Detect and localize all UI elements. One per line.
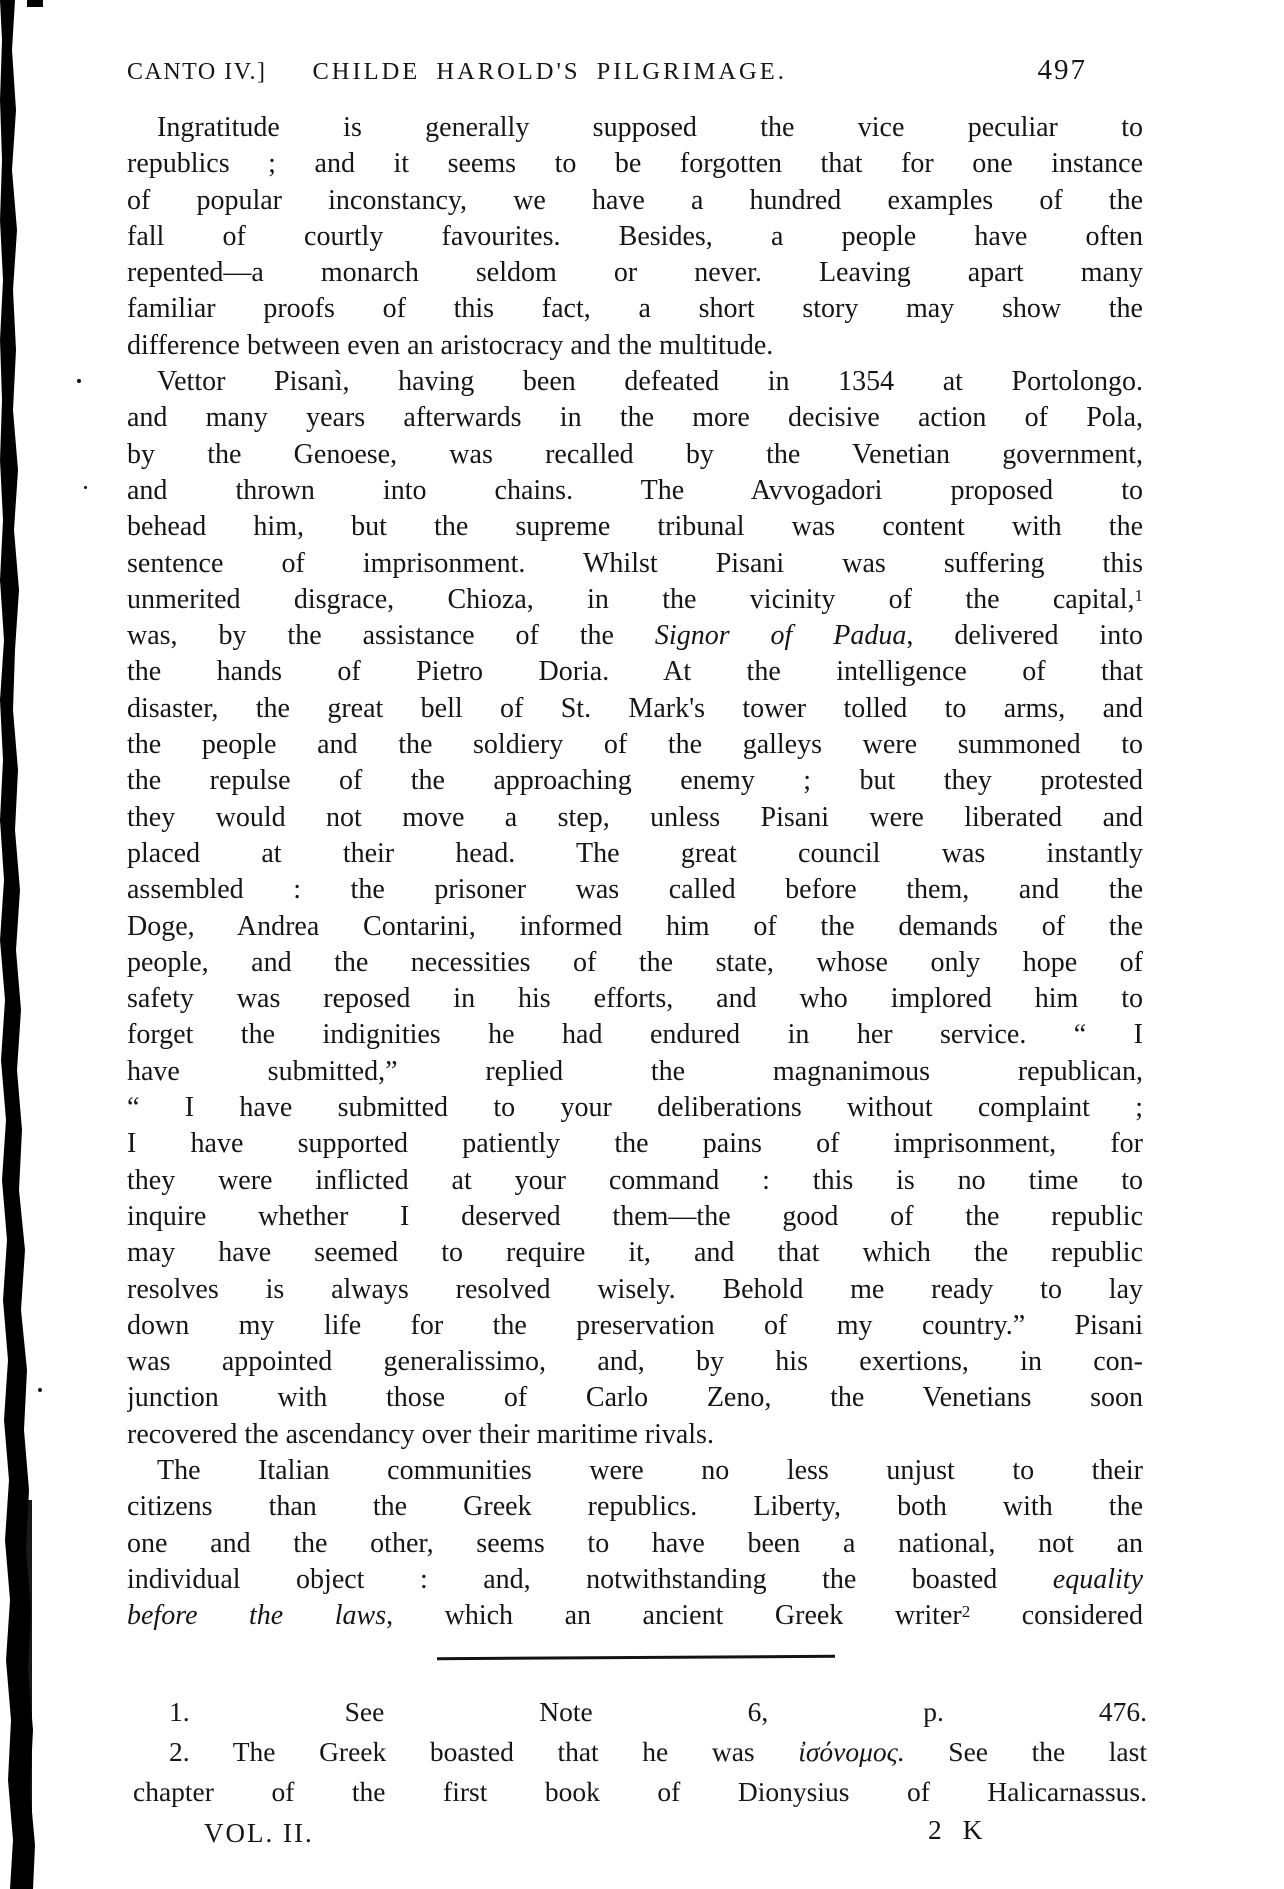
body-line: disaster, the great bell of St. Mark's tower tolled to arms, and [127,692,1143,724]
body-line [127,582,1143,618]
body-line: they would not move a step, unless Pisani were liberated and [127,801,1143,833]
footnote-ref-1: 1 [1134,585,1143,605]
body-line: they were inflicted at your command : this is no time to [127,1164,1143,1196]
body-line [127,1562,1143,1598]
body-line: behead him, but the supreme tribunal was content with the [127,511,1143,543]
body-line: “ I have submitted to your deliberations without complaint ; [127,1092,1143,1124]
scan-speck [77,379,81,383]
scan-speck [84,486,87,489]
body-line: down my life for the preservation of my country.” Pisani [127,1309,1143,1341]
volume-label: VOL. II. [204,1818,314,1848]
footnote-text: 2. The Greek boasted that he was [169,1736,799,1767]
body-line: republics ; and it seems to be forgotten that for one instance [127,148,1143,180]
printer-signature-mark: 2 K [928,1814,984,1845]
body-line: may have seemed to require it, and that which the republic [127,1237,1143,1269]
body-line: junction with those of Carlo Zeno, the Venetians soon [127,1382,1143,1414]
body-text: , delivered into [906,620,1143,652]
footnote-2-line-2: chapter of the first book of Dionysius of Halicarnassus. [133,1776,1147,1807]
italic-phrase: equality [1052,1563,1143,1595]
body-text: was, by the assistance of the [127,620,655,652]
page-number: 497 [1037,54,1087,86]
body-text: , which an ancient Greek writer [386,1600,962,1632]
body-line: difference between even an aristocracy and the multitude. [127,329,774,361]
page-body [127,110,1143,1634]
body-line: recovered the ascendancy over their maritime rivals. [127,1418,714,1450]
body-line: Ingratitude is generally supposed the vice peculiar to [157,112,1143,143]
scan-speck [38,1388,42,1392]
body-line: Vettor Pisanì, having been defeated in 1354 at Portolongo. [157,366,1143,398]
footnotes [133,1692,1147,1812]
body-line: by the Genoese, was recalled by the Venetian government, [127,438,1143,470]
body-line: citizens than the Greek republics. Liberty, both with the [127,1491,1143,1523]
footnote-text: See the last [904,1736,1147,1767]
body-line: Doge, Andrea Contarini, informed him of the demands of the [127,910,1143,942]
body-line: assembled : the prisoner was called before them, and the [127,874,1143,906]
canto-label: CANTO IV.] [127,59,267,85]
body-line: and thrown into chains. The Avvogadori proposed to [127,474,1143,506]
body-text: considered [970,1600,1143,1632]
body-line: people, and the necessities of the state, whose only hope of [127,946,1143,978]
italic-phrase: Signor of Padua [654,620,907,652]
body-line [127,618,1143,654]
body-line: inquire whether I deserved them—the good of the republic [127,1200,1143,1232]
footnote-rule [437,1655,835,1660]
scan-artifact-left [0,0,44,1889]
body-line: sentence of imprisonment. Whilst Pisani was suffering this [127,547,1143,579]
page-header [127,54,1143,87]
body-line [127,1598,1143,1634]
body-line: and many years afterwards in the more decisive action of Pola, [127,402,1143,434]
greek-term: ἰσόνομος. [798,1736,905,1767]
italic-phrase: before the laws [127,1600,387,1632]
body-line: I have supported patiently the pains of imprisonment, for [127,1128,1143,1160]
body-line: repented—a monarch seldom or never. Leaving apart many [127,257,1143,289]
body-line: the repulse of the approaching enemy ; but they protested [127,765,1143,797]
body-line: forget the indignities he had endured in her service. “ I [127,1019,1143,1051]
body-text: individual object : and, notwithstanding the boasted [127,1563,1053,1595]
body-line: the people and the soldiery of the galleys were summoned to [127,729,1143,761]
body-line: of popular inconstancy, we have a hundred examples of the [127,184,1143,216]
body-line: safety was reposed in his efforts, and who implored him to [127,983,1143,1015]
footnote-1: 1. See Note 6, p. 476. [169,1696,1147,1727]
body-line: fall of courtly favourites. Besides, a people have often [127,220,1143,252]
body-line: The Italian communities were no less unjust to their [157,1454,1143,1486]
footnote-2-line-1 [133,1732,1147,1772]
page-title: CHILDE HAROLD'S PILGRIMAGE. [312,58,787,85]
footnote-ref-2: 2 [961,1602,971,1622]
body-line: placed at their head. The great council was instantly [127,837,1143,869]
body-line: the hands of Pietro Doria. At the intelligence of that [127,656,1143,688]
body-line: resolves is always resolved wisely. Behold me ready to lay [127,1273,1143,1305]
body-line: one and the other, seems to have been a national, not an [127,1527,1143,1559]
body-text: unmerited disgrace, Chioza, in the vicinity of the capital, [127,583,1135,615]
body-line: familiar proofs of this fact, a short story may show the [127,293,1143,325]
body-line: have submitted,” replied the magnanimous republican, [127,1055,1143,1087]
body-line: was appointed generalissimo, and, by his exertions, in con- [127,1346,1143,1378]
